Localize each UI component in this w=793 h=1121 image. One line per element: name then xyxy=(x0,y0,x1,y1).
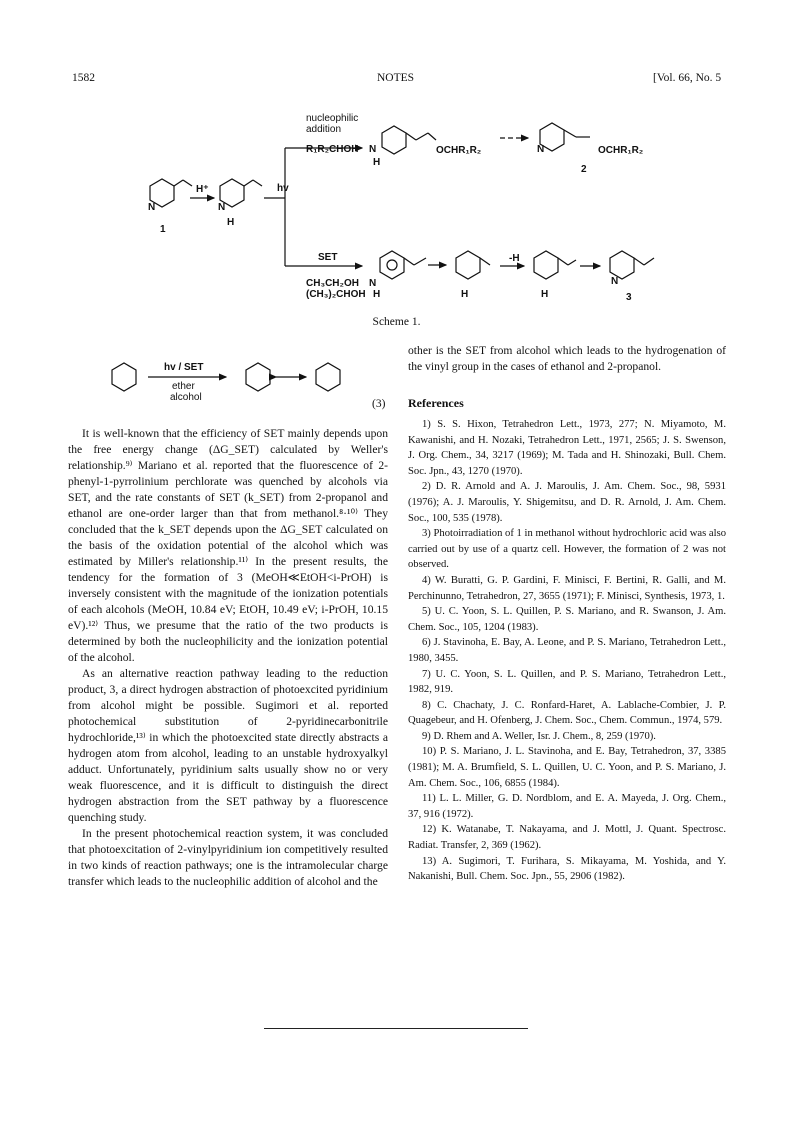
radical-ring xyxy=(380,251,404,279)
radical-ring-2 xyxy=(456,251,480,279)
reference-item: 13) A. Sugimori, T. Furihara, S. Mikayama, M. Yoshida, and Y. Nakanishi, Bull. Chem. Soc. Jpn., 55, 2906 (1982). xyxy=(408,855,726,883)
reference-item: 8) C. Chachaty, J. C. Ronfard-Haret, A. Lablache-Combier, J. P. Quagebeur, and H. Ofenberg, J. Chem. Soc., Chem. Commun., 1974, 579. xyxy=(408,699,726,727)
svg-text:H: H xyxy=(373,157,381,168)
minus-h-label: -H xyxy=(509,253,520,264)
svg-text:H: H xyxy=(541,289,549,300)
reference-item: 9) D. Rhem and A. Weller, Isr. J. Chem., 8, 259 (1970). xyxy=(422,730,656,742)
top-reagent: R₁R₂CHOH xyxy=(306,144,359,155)
running-head: NOTES xyxy=(377,72,415,84)
paragraph: other is the SET from alcohol which leads to the hydrogenation of the vinyl group in the cases of ethanol and 2-propanol. xyxy=(408,344,726,373)
compound-3-label: 3 xyxy=(626,292,632,303)
scheme-1-diagram xyxy=(0,0,793,330)
set-label: SET xyxy=(318,252,338,263)
eq-condition-top: hv / SET xyxy=(164,362,204,373)
equation-number: (3) xyxy=(372,398,386,410)
right-column xyxy=(408,343,726,885)
reference-item: 4) W. Buratti, G. P. Gardini, F. Minisci, F. Bertini, R. Galli, and M. Perchinunno, Tetrahedron, 27, 3655 (1971); F. Minisci, Synthesis, 1973, 1. xyxy=(408,574,726,602)
bottom-reagent-2: (CH₃)₂CHOH xyxy=(306,289,366,300)
left-column xyxy=(68,426,388,890)
paragraph: As an alternative reaction pathway leading to the reduction product, 3, a direct hydrogen abstraction of photoexcited pyridinium from alcohol might be possible. Sugimori et al. reported photochemical substitution of 2-pyridinecarbonitrile hydrochloride,¹³⁾ in which the photoexcited state directly abstracts a hydrogen atom from alcohol, leading to an unstable hydroxyalkyl adduct. Unfortunately, pyridinium salts usually show no or very weak fluorescence, and it is difficult to distinguish the direct hydrogen abstraction from the SET pathway by a fluorescence quenching study. xyxy=(68,667,388,824)
references-heading: References xyxy=(408,396,464,410)
svg-text:N: N xyxy=(611,276,619,287)
compound-3-ring xyxy=(610,251,634,279)
paragraph: It is well-known that the efficiency of SET mainly depends upon the free energy change (ΔG_SET) calculated by Weller's relationship.⁹⁾ Mariano et al. reported that the fluorescence of 2-phenyl-1-pyrrolinium perchlorate was quenched by alcohols via SET, and the rate constants of SET (k_SET) from 2-propanol and ethanol are one-order larger than that from methanol.⁸·¹⁰⁾ They concluded that the k_SET depends upon the ΔG_SET calculated on the basis of the oxidation potential of the alcohol which was estimated by Miller's relationship.¹¹⁾ In the present results, the tendency for the formation of 3 (MeOH≪EtOH<i-PrOH) is inversely consistent with the magnitude of the ionization potentials of each alcohols (MeOH, 10.84 eV; EtOH, 10.49 eV; i-PrOH, 10.15 eV).¹²⁾ Thus, we presume that the ratio of the two products is determined by both the nucleophilicity and the ionization potential of the alcohol. xyxy=(68,427,388,664)
compound-1-label: 1 xyxy=(160,224,166,235)
reference-list xyxy=(408,417,726,885)
page-number: 1582 xyxy=(72,72,95,84)
svg-text:N: N xyxy=(369,278,377,289)
paragraph: In the present photochemical reaction system, it was concluded that photoexcitation of 2-vinylpyridinium ion competitively resulted in two kinds of reaction pathways; one is the intramolecular charge transfer which leads to the nucleophilic addition of alcohol and the xyxy=(68,827,388,888)
volume-info: [Vol. 66, No. 5 xyxy=(653,72,722,84)
top-intermediate-ring xyxy=(382,126,406,154)
eq-condition-mid: ether xyxy=(172,381,195,392)
svg-text:N: N xyxy=(148,202,156,213)
svg-text:H: H xyxy=(461,289,469,300)
svg-text:N: N xyxy=(537,144,545,155)
bottom-reagent-1: CH₃CH₂OH xyxy=(306,278,359,289)
reference-item: 10) P. S. Mariano, J. L. Stavinoha, and E. Bay, Tetrahedron, 37, 3385 (1981); M. A. Brumfield, S. L. Quillen, U. C. Yoon, and P. S. Mariano, J. Am. Chem. Soc., 106, 6855 (1984). xyxy=(408,746,726,789)
footer-rule xyxy=(264,1028,528,1029)
reference-item: 3) Photoirradiation of 1 in methanol without hydrochloric acid was also carried out by use of a quartz cell. However, the formation of 2 was not observed. xyxy=(408,528,726,571)
svg-text:H: H xyxy=(373,289,381,300)
compound-2-label: 2 xyxy=(581,164,587,175)
dihydro-ring xyxy=(534,251,558,279)
reference-item: 5) U. C. Yoon, S. L. Quillen, P. S. Mariano, and R. Swanson, J. Am. Chem. Soc., 105, 1204 (1983). xyxy=(408,606,726,633)
reference-item: 1) S. S. Hixon, Tetrahedron Lett., 1973, 277; N. Miyamoto, M. Kawanishi, and H. Nozaki, Tetrahedron Lett., 1971, 2565; J. S. Swenson, J. Org. Chem., 34, 3217 (1969); M. Tada and H. Shinozaki, Bull. Chem. Soc. Jpn., 43, 1270 (1970). xyxy=(408,419,726,477)
reference-item: 7) U. C. Yoon, S. L. Quillen, and P. S. Mariano, Tetrahedron Lett., 1982, 919. xyxy=(408,668,726,696)
ochr-product: OCHR₁R₂ xyxy=(598,145,644,156)
reference-item: 2) D. R. Arnold and A. J. Maroulis, J. Am. Chem. Soc., 98, 5931 (1976); A. J. Maroulis, Y. Shigemitsu, and D. R. Arnold, J. Am. Chem. Soc., 100, 535 (1978). xyxy=(408,481,726,524)
eq-condition-bot: alcohol xyxy=(170,392,202,403)
reference-item: 6) J. Stavinoha, E. Bay, A. Leone, and P. S. Mariano, Tetrahedron Lett., 1980, 3455. xyxy=(408,637,726,664)
cond-addition: addition xyxy=(306,124,342,135)
scheme-caption: Scheme 1. xyxy=(372,316,421,328)
svg-text:N: N xyxy=(369,144,377,155)
ochr-top: OCHR₁R₂ xyxy=(436,145,482,156)
hplus-label: H⁺ xyxy=(196,184,209,195)
reference-item: 12) K. Watanabe, T. Nakayama, and J. Mottl, J. Quant. Spectrosc. Radiat. Transfer, 2, 369 (1962). xyxy=(408,824,726,852)
svg-text:N: N xyxy=(218,202,226,213)
reference-item: 11) L. L. Miller, G. D. Nordblom, and E. A. Mayeda, J. Org. Chem., 37, 916 (1972). xyxy=(408,793,726,820)
svg-text:H: H xyxy=(227,217,235,228)
cond-nucleophilic: nucleophilic xyxy=(306,113,359,124)
hv-label: hv xyxy=(277,183,289,194)
equation-3-diagram xyxy=(100,352,380,412)
